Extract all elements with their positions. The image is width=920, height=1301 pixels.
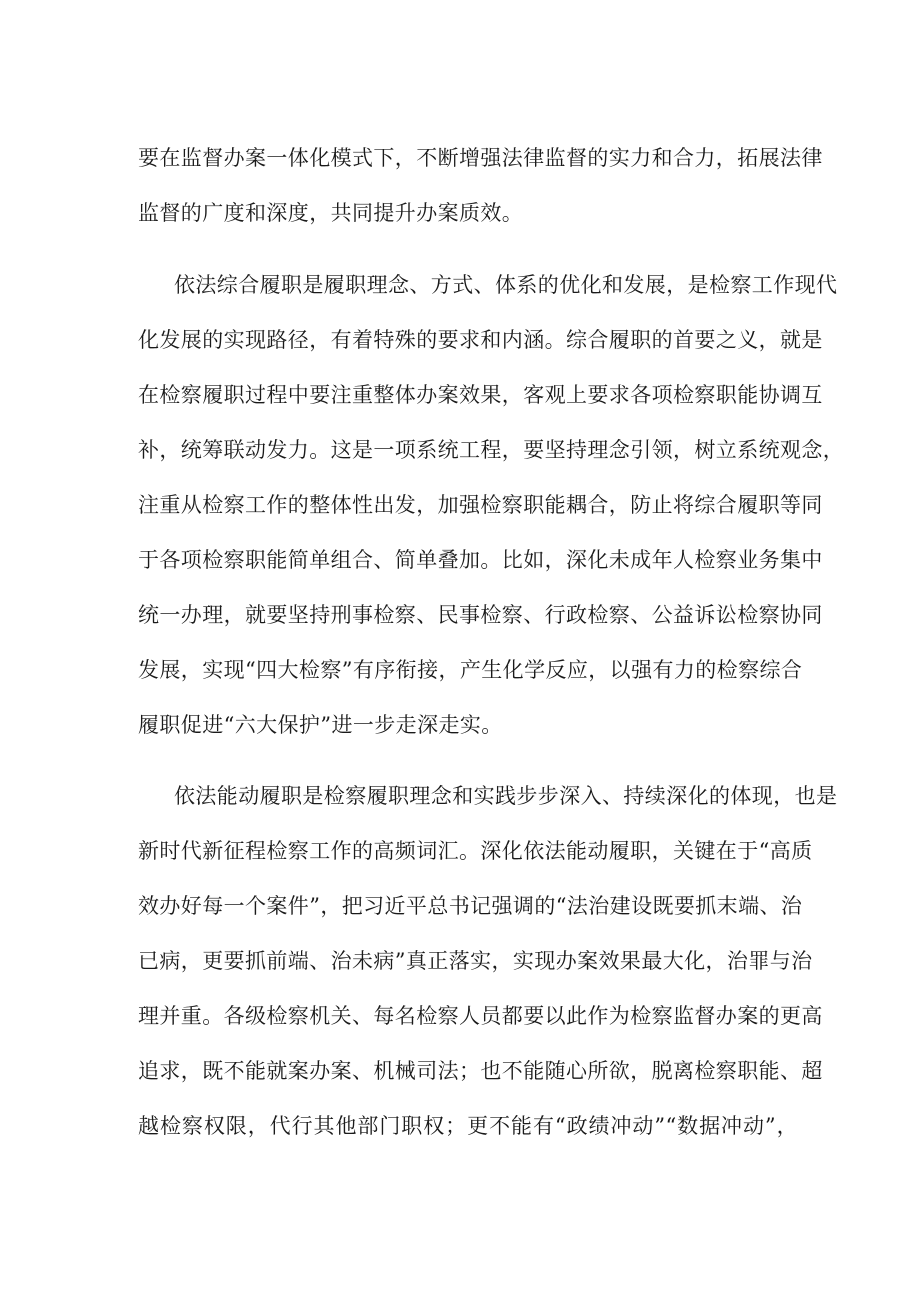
text-line: 新时代新征程检察工作的高频词汇。深化依法能动履职，关键在于“高质 xyxy=(138,839,813,863)
text-line: 发展，实现“四大检察”有序衔接，产生化学反应，以强有力的检察综合 xyxy=(138,658,803,682)
text-line: 履职促进“六大保护”进一步走深走实。 xyxy=(138,713,503,737)
text-line: 已病，更要抓前端、治未病”真正落实，实现办案效果最大化，治罪与治 xyxy=(138,949,813,973)
text-line: 要在监督办案一体化模式下，不断增强法律监督的实力和合力，拓展法律 xyxy=(138,146,823,170)
text-line: 理并重。各级检察机关、每名检察人员都要以此作为检察监督办案的更高 xyxy=(138,1004,823,1028)
text-line: 统一办理，就要坚持刑事检察、民事检察、行政检察、公益诉讼检察协同 xyxy=(138,603,823,627)
text-line: 监督的广度和深度，共同提升办案质效。 xyxy=(138,201,524,225)
text-line: 补，统筹联动发力。这是一项系统工程，要坚持理念引领，树立系统观念， xyxy=(138,438,845,462)
text-line: 越检察权限，代行其他部门职权；更不能有“政绩冲动”“数据冲动”， xyxy=(138,1114,798,1138)
text-line: 注重从检察工作的整体性出发，加强检察职能耦合，防止将综合履职等同 xyxy=(138,493,823,517)
text-line: 依法综合履职是履职理念、方式、体系的优化和发展，是检察工作现代 xyxy=(174,273,838,297)
text-line: 依法能动履职是检察履职理念和实践步步深入、持续深化的体现，也是 xyxy=(174,784,838,808)
text-line: 在检察履职过程中要注重整体办案效果，客观上要求各项检察职能协调互 xyxy=(138,383,823,407)
text-line: 化发展的实现路径，有着特殊的要求和内涵。综合履职的首要之义，就是 xyxy=(138,328,823,352)
text-line: 效办好每一个案件”，把习近平总书记强调的“法治建设既要抓末端、治 xyxy=(138,894,803,918)
text-line: 追求，既不能就案办案、机械司法；也不能随心所欲，脱离检察职能、超 xyxy=(138,1059,823,1083)
text-line: 于各项检察职能简单组合、简单叠加。比如，深化未成年人检察业务集中 xyxy=(138,548,823,572)
